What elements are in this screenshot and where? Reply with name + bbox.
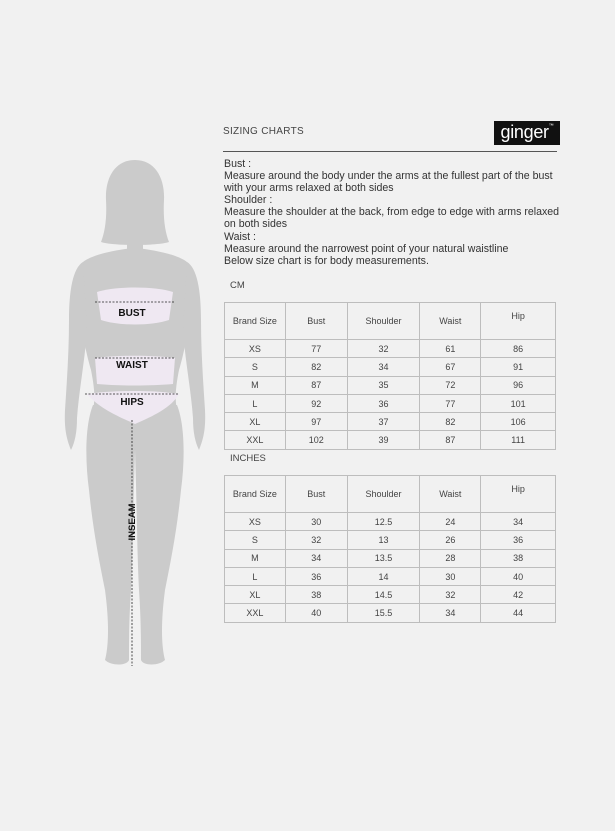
table-cell: 34 [481, 513, 556, 531]
table-cell: S [225, 358, 286, 376]
inches-unit-label: INCHES [230, 453, 266, 464]
table-cell: XXL [225, 431, 286, 449]
table-cell: 72 [420, 376, 481, 394]
column-header: Waist [420, 476, 481, 513]
table-cell: 37 [347, 413, 420, 431]
table-cell: 91 [481, 358, 556, 376]
table-cell: 34 [420, 604, 481, 622]
table-cell: 82 [420, 413, 481, 431]
column-header: Shoulder [347, 476, 420, 513]
table-cell: 40 [481, 567, 556, 585]
table-cell: 36 [347, 394, 420, 412]
header-divider [223, 151, 557, 152]
hips-label: HIPS [120, 397, 144, 408]
column-header: Brand Size [225, 476, 286, 513]
brand-logo-mark: ™ [548, 123, 554, 129]
table-cell: 42 [481, 586, 556, 604]
table-cell: XS [225, 340, 286, 358]
table-cell: 39 [347, 431, 420, 449]
table-cell: 106 [481, 413, 556, 431]
table-cell: 34 [347, 358, 420, 376]
table-cell: 86 [481, 340, 556, 358]
shoulder-heading: Shoulder : [224, 194, 273, 207]
table-cell: 34 [285, 549, 347, 567]
table-cell: 28 [420, 549, 481, 567]
table-cell: L [225, 394, 286, 412]
table-row [225, 531, 556, 549]
table-row [225, 340, 556, 358]
table-cell: 87 [285, 376, 347, 394]
table-cell: L [225, 567, 286, 585]
inseam-label: INSEAM [127, 503, 138, 541]
table-cell: 40 [285, 604, 347, 622]
table-cell: 67 [420, 358, 481, 376]
column-header: Waist [420, 303, 481, 340]
table-cell: 97 [285, 413, 347, 431]
table-cell: 32 [285, 531, 347, 549]
table-cell: 101 [481, 394, 556, 412]
table-row [225, 413, 556, 431]
page-title: SIZING CHARTS [223, 126, 304, 137]
table-row [225, 513, 556, 531]
table-header-row [225, 476, 556, 513]
table-row [225, 431, 556, 449]
table-cell: 36 [285, 567, 347, 585]
table-cell: 30 [285, 513, 347, 531]
measurement-instructions [224, 158, 564, 267]
column-header: Hip [481, 476, 556, 513]
brand-logo-text: ginger [500, 122, 549, 142]
table-cell: 44 [481, 604, 556, 622]
table-cell: M [225, 376, 286, 394]
table-cell: 96 [481, 376, 556, 394]
cm-unit-label: CM [230, 280, 245, 291]
shoulder-instructions: Measure the shoulder at the back, from edge to edge with arms relaxed on both sides [224, 206, 560, 231]
table-row [225, 376, 556, 394]
table-cell: 35 [347, 376, 420, 394]
table-row [225, 394, 556, 412]
table-cell: XL [225, 413, 286, 431]
table-cell: 38 [481, 549, 556, 567]
inches-size-table [224, 475, 556, 623]
bust-heading: Bust : [224, 158, 252, 170]
table-cell: 15.5 [347, 604, 420, 622]
waist-label: WAIST [116, 360, 148, 371]
table-cell: XL [225, 586, 286, 604]
body-silhouette-figure [55, 150, 215, 675]
table-cell: 13 [347, 531, 420, 549]
column-header: Bust [285, 476, 347, 513]
table-cell: 61 [420, 340, 481, 358]
bust-label: BUST [118, 308, 146, 319]
table-row [225, 358, 556, 376]
table-cell: 38 [285, 586, 347, 604]
table-cell: 14 [347, 567, 420, 585]
table-cell: 32 [347, 340, 420, 358]
bust-instructions: Measure around the body under the arms at the fullest part of the bust with your arms relaxed at both sides [224, 170, 553, 195]
table-cell: 92 [285, 394, 347, 412]
table-cell: M [225, 549, 286, 567]
table-cell: 26 [420, 531, 481, 549]
table-cell: 30 [420, 567, 481, 585]
table-row [225, 586, 556, 604]
table-cell: 12.5 [347, 513, 420, 531]
cm-size-table [224, 302, 556, 450]
column-header: Shoulder [347, 303, 420, 340]
table-cell: 24 [420, 513, 481, 531]
table-cell: 36 [481, 531, 556, 549]
table-cell: 87 [420, 431, 481, 449]
table-row [225, 604, 556, 622]
table-cell: 13.5 [347, 549, 420, 567]
waist-instructions: Measure around the narrowest point of your natural waistline [224, 242, 509, 255]
table-cell: XS [225, 513, 286, 531]
table-cell: 32 [420, 586, 481, 604]
column-header: Bust [285, 303, 347, 340]
column-header: Hip [481, 303, 556, 340]
table-row [225, 549, 556, 567]
table-cell: 102 [285, 431, 347, 449]
table-cell: 111 [481, 431, 556, 449]
size-chart-note: Below size chart is for body measurements. [224, 254, 429, 267]
waist-heading: Waist : [224, 230, 256, 243]
table-cell: 77 [420, 394, 481, 412]
table-cell: S [225, 531, 286, 549]
table-cell: XXL [225, 604, 286, 622]
table-header-row [225, 303, 556, 340]
column-header: Brand Size [225, 303, 286, 340]
table-cell: 82 [285, 358, 347, 376]
table-row [225, 567, 556, 585]
brand-logo [494, 121, 560, 145]
table-cell: 77 [285, 340, 347, 358]
table-cell: 14.5 [347, 586, 420, 604]
